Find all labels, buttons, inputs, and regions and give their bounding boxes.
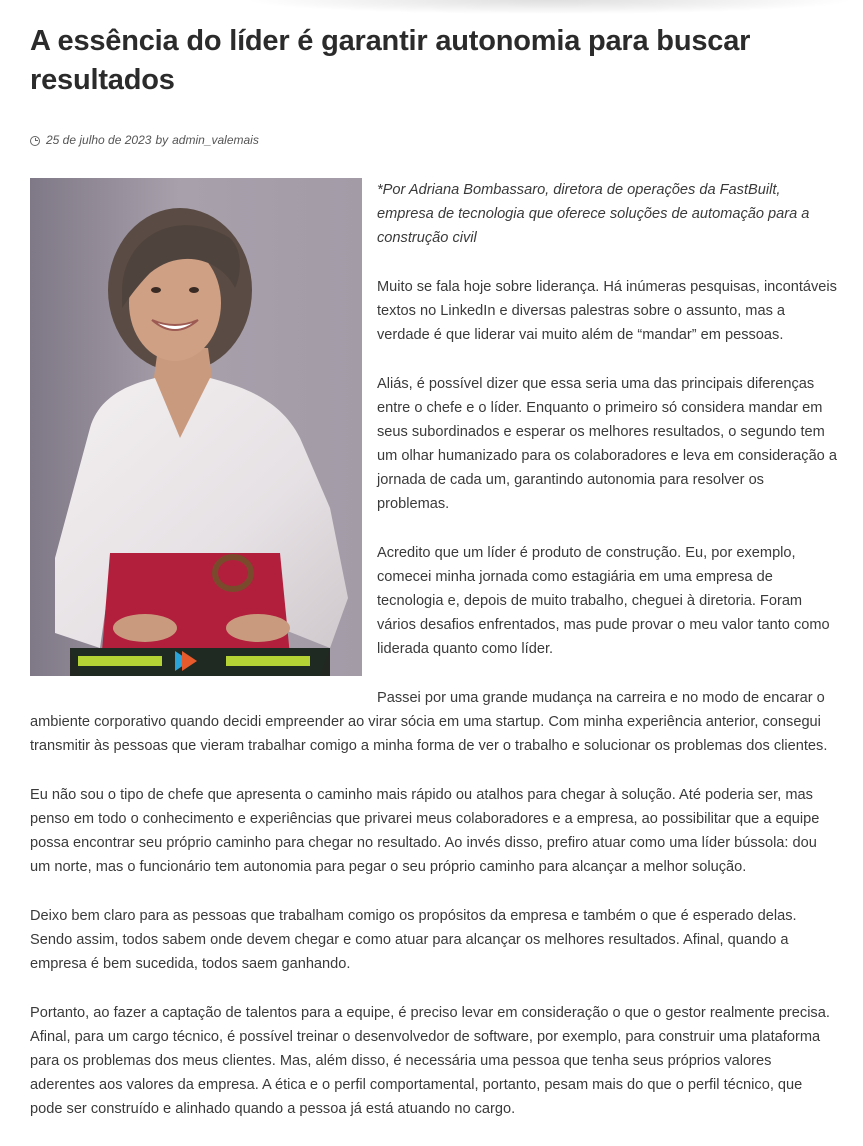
- article-paragraph-7: Deixo bem claro para as pessoas que trabalham comigo os propósitos da empresa e também o que é esperado delas. Sendo assim, todos sabem onde devem chegar e como atuar para alcançar os melhores resultados. Afinal, quando a empresa é bem sucedida, todos saem ganhando.: [30, 908, 797, 972]
- portrait-photo: [30, 178, 362, 676]
- article-paragraph-2: Muito se fala hoje sobre liderança. Há inúmeras pesquisas, incontáveis textos no LinkedIn e diversas palestras sobre o assunto, mas a verdade é que liderar vai muito além de “mandar” em pessoas.: [377, 279, 837, 343]
- post-meta: [30, 132, 838, 148]
- author-link[interactable]: admin_valemais: [172, 133, 259, 147]
- header-shadow: [250, 0, 850, 14]
- article-title: A essência do líder é garantir autonomia para buscar resultados: [30, 25, 751, 96]
- by-label: by: [155, 133, 169, 147]
- article-paragraph-4: Acredito que um líder é produto de construção. Eu, por exemplo, comecei minha jornada como estagiária em uma empresa de tecnologia e, depois de muito trabalho, cheguei à diretoria. Foram vários desafios enfrentados, mas pude provar o meu valor tanto como liderada quanto como líder.: [377, 545, 830, 657]
- article-paragraph-8: Portanto, ao fazer a captação de talentos para a equipe, é preciso levar em consideração o que o gestor realmente precisa. Afinal, para um cargo técnico, é possível treinar o desenvolvedor de software, por exemplo, para construir uma plataforma para os problemas dos meus clientes. Mas, além disso, é necessária uma pessoa que tenha seus próprios valores aderentes aos valores da empresa. A ética e o perfil comportamental, portanto, pesam mais do que o perfil técnico, que pode ser construído e alinhado quando a pessoa já está atuando no cargo.: [30, 1005, 830, 1117]
- clock-icon: [30, 136, 40, 146]
- article: [30, 22, 838, 1146]
- article-paragraph-3: Aliás, é possível dizer que essa seria uma das principais diferenças entre o chefe e o líder. Enquanto o primeiro só considera mandar em seus subordinados e esperar os melhores resultados, o segundo tem um olhar humanizado para os colaboradores e leva em consideração a jornada de cada um, garantindo autonomia para resolver os problemas.: [377, 376, 837, 512]
- article-paragraph-1: *Por Adriana Bombassaro, diretora de operações da FastBuilt, empresa de tecnologia que oferece soluções de automação para a construção civil: [377, 182, 810, 246]
- post-date[interactable]: 25 de julho de 2023: [46, 133, 152, 147]
- article-paragraph-6: Eu não sou o tipo de chefe que apresenta o caminho mais rápido ou atalhos para chegar à solução. Até poderia ser, mas penso em todo o conhecimento e experiências que privarei meus colaboradores e a empresa, ao possibilitar que a equipe possa encontrar seu próprio caminho para chegar no resultado. Ao invés disso, prefiro atuar como uma líder bússola: dou um norte, mas o funcionário tem autonomia para pegar o seu próprio caminho para alcançar a melhor solução.: [30, 787, 820, 875]
- article-paragraph-5: Passei por uma grande mudança na carreira e no modo de encarar o ambiente corporativo quando decidi empreender ao virar sócia em uma startup. Com minha experiência anterior, consegui transmitir às pessoas que vieram trabalhar comigo a minha forma de ver o trabalho e solucionar os problemas dos clientes.: [30, 690, 828, 754]
- article-content: [30, 178, 838, 1121]
